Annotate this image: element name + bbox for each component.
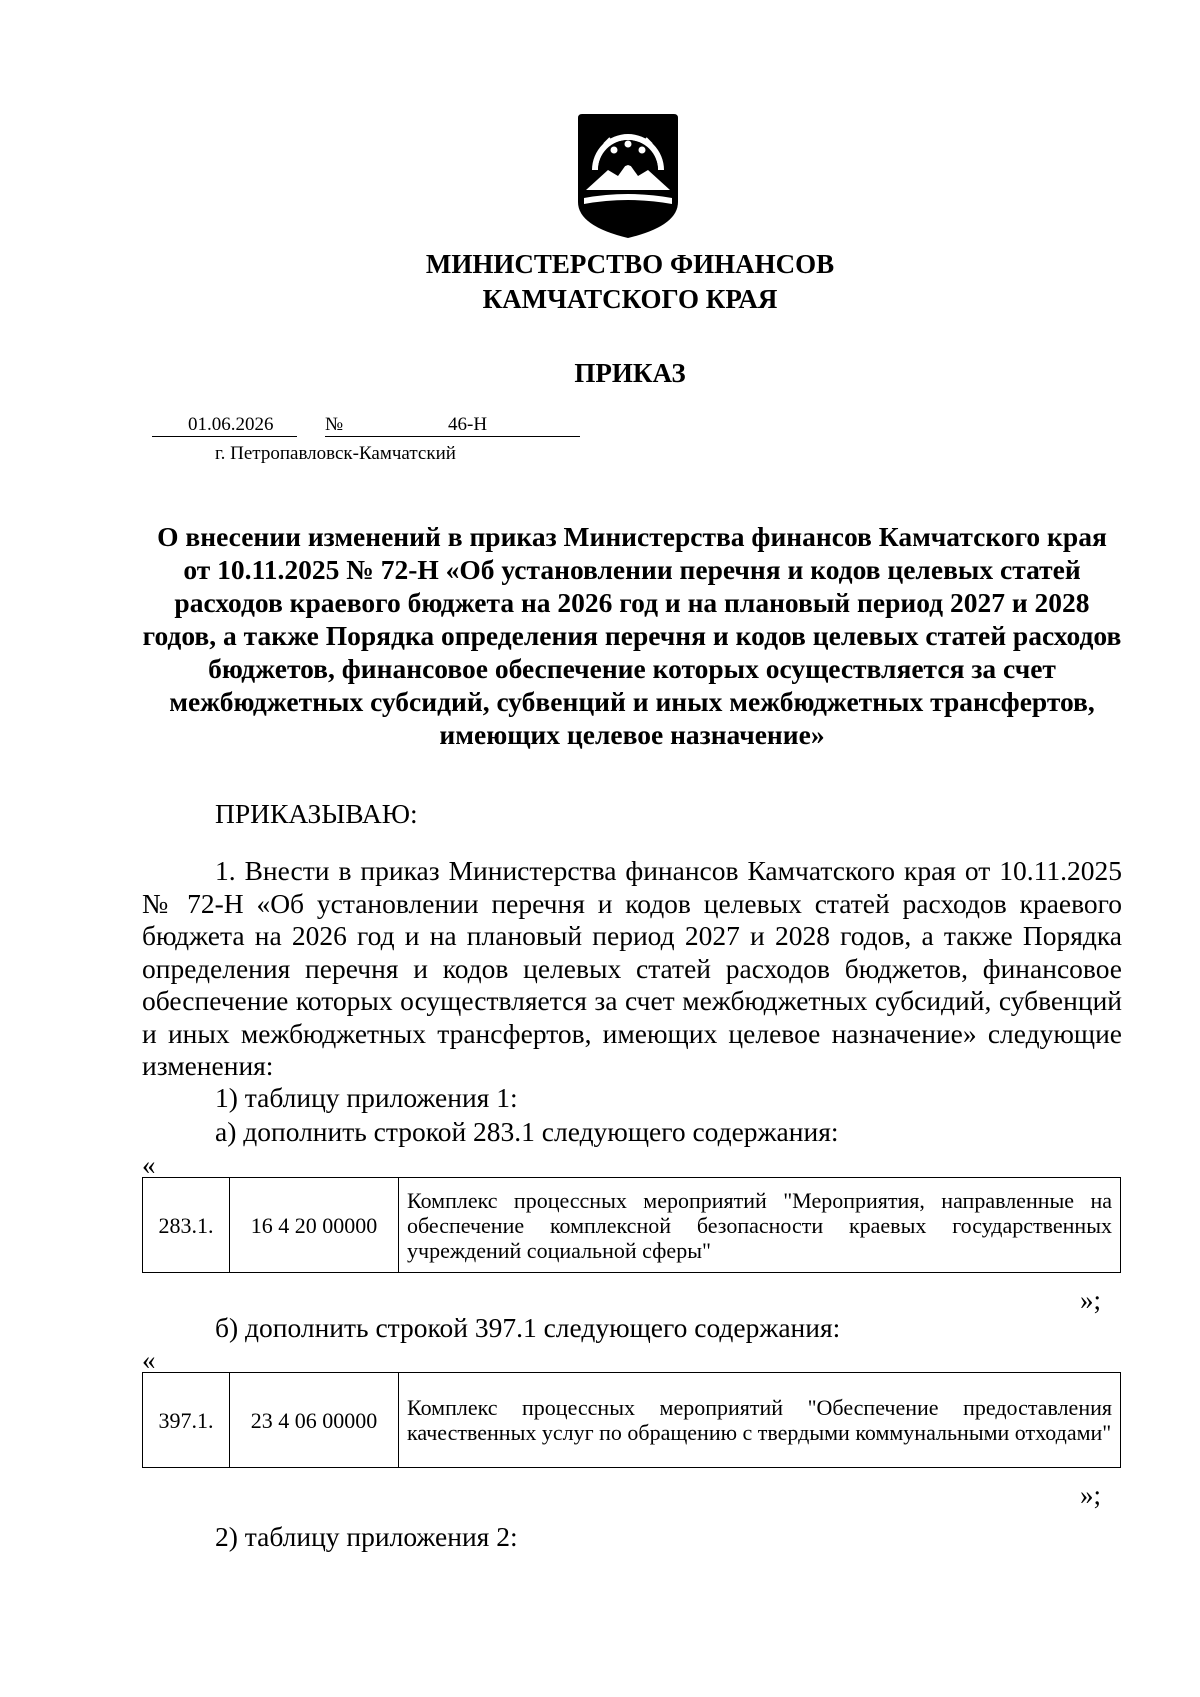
description-cell: Комплекс процессных мероприятий "Обеспечение предоставления качественных услуг по обращению с твердыми коммунальными отходами"	[399, 1373, 1121, 1468]
order-date: 01.06.2026	[188, 414, 274, 435]
order-command: ПРИКАЗЫВАЮ:	[215, 798, 418, 829]
document-title: О внесении изменений в приказ Министерства финансов Камчатского края от 10.11.2025 № 72-Н «Об установлении перечня и кодов целевых статей расходов краевого бюджета на 2026 год и на плановый период 2027 и 2028 годов, а также Порядка определения перечня и кодов целевых статей расходов бюджетов, финансовое обеспечение которых осуществляется за счет межбюджетных субсидий, субвенций и иных межбюджетных трансфертов, имеющих целевое назначение»	[142, 521, 1122, 750]
target-code-cell: 16 4 20 00000	[230, 1178, 399, 1273]
insert-table-row-397-1	[142, 1372, 1121, 1468]
description-cell: Комплекс процессных мероприятий "Мероприятия, направленные на обеспечение комплексной безопасности краевых государственных учреждений социальной сферы"	[399, 1178, 1121, 1273]
ministry-name-line1: МИНИСТЕРСТВО ФИНАНСОВ	[425, 249, 835, 279]
coat-of-arms-emblem	[574, 110, 682, 240]
open-quote-1: «	[142, 1150, 156, 1180]
number-sign: №	[325, 414, 344, 435]
close-quote-1: »;	[1080, 1285, 1102, 1315]
document-type-heading: ПРИКАЗ	[574, 358, 686, 388]
row-number-cell: 397.1.	[143, 1373, 230, 1468]
item-1-paragraph: 1. Внести в приказ Министерства финансов Камчатского края от 10.11.2025 № 72-Н «Об установлении перечня и кодов целевых статей расходов краевого бюджета на 2026 год и на плановый период 2027 и 2028 годов, а также Порядка определения перечня и кодов целевых статей расходов бюджетов, финансовое обеспечение которых осуществляется за счет межбюджетных субсидий, субвенций и иных межбюджетных трансфертов, имеющих целевое назначение» следующие изменения:	[142, 855, 1122, 1081]
order-number: 46-Н	[448, 414, 488, 435]
close-quote-2: »;	[1080, 1480, 1102, 1510]
subitem-1: 1) таблицу приложения 1:	[215, 1082, 518, 1113]
subitem-1b: б) дополнить строкой 397.1 следующего содержания:	[215, 1312, 841, 1343]
target-code-cell: 23 4 06 00000	[230, 1373, 399, 1468]
city-name: г. Петропавловск-Камчатский	[215, 443, 456, 464]
open-quote-2: «	[142, 1345, 156, 1375]
subitem-1a: а) дополнить строкой 283.1 следующего содержания:	[215, 1116, 839, 1147]
row-number-cell: 283.1.	[143, 1178, 230, 1273]
insert-table-row-283-1	[142, 1177, 1121, 1273]
ministry-name-line2: КАМЧАТСКОГО КРАЯ	[482, 284, 778, 314]
subitem-2: 2) таблицу приложения 2:	[215, 1521, 518, 1552]
